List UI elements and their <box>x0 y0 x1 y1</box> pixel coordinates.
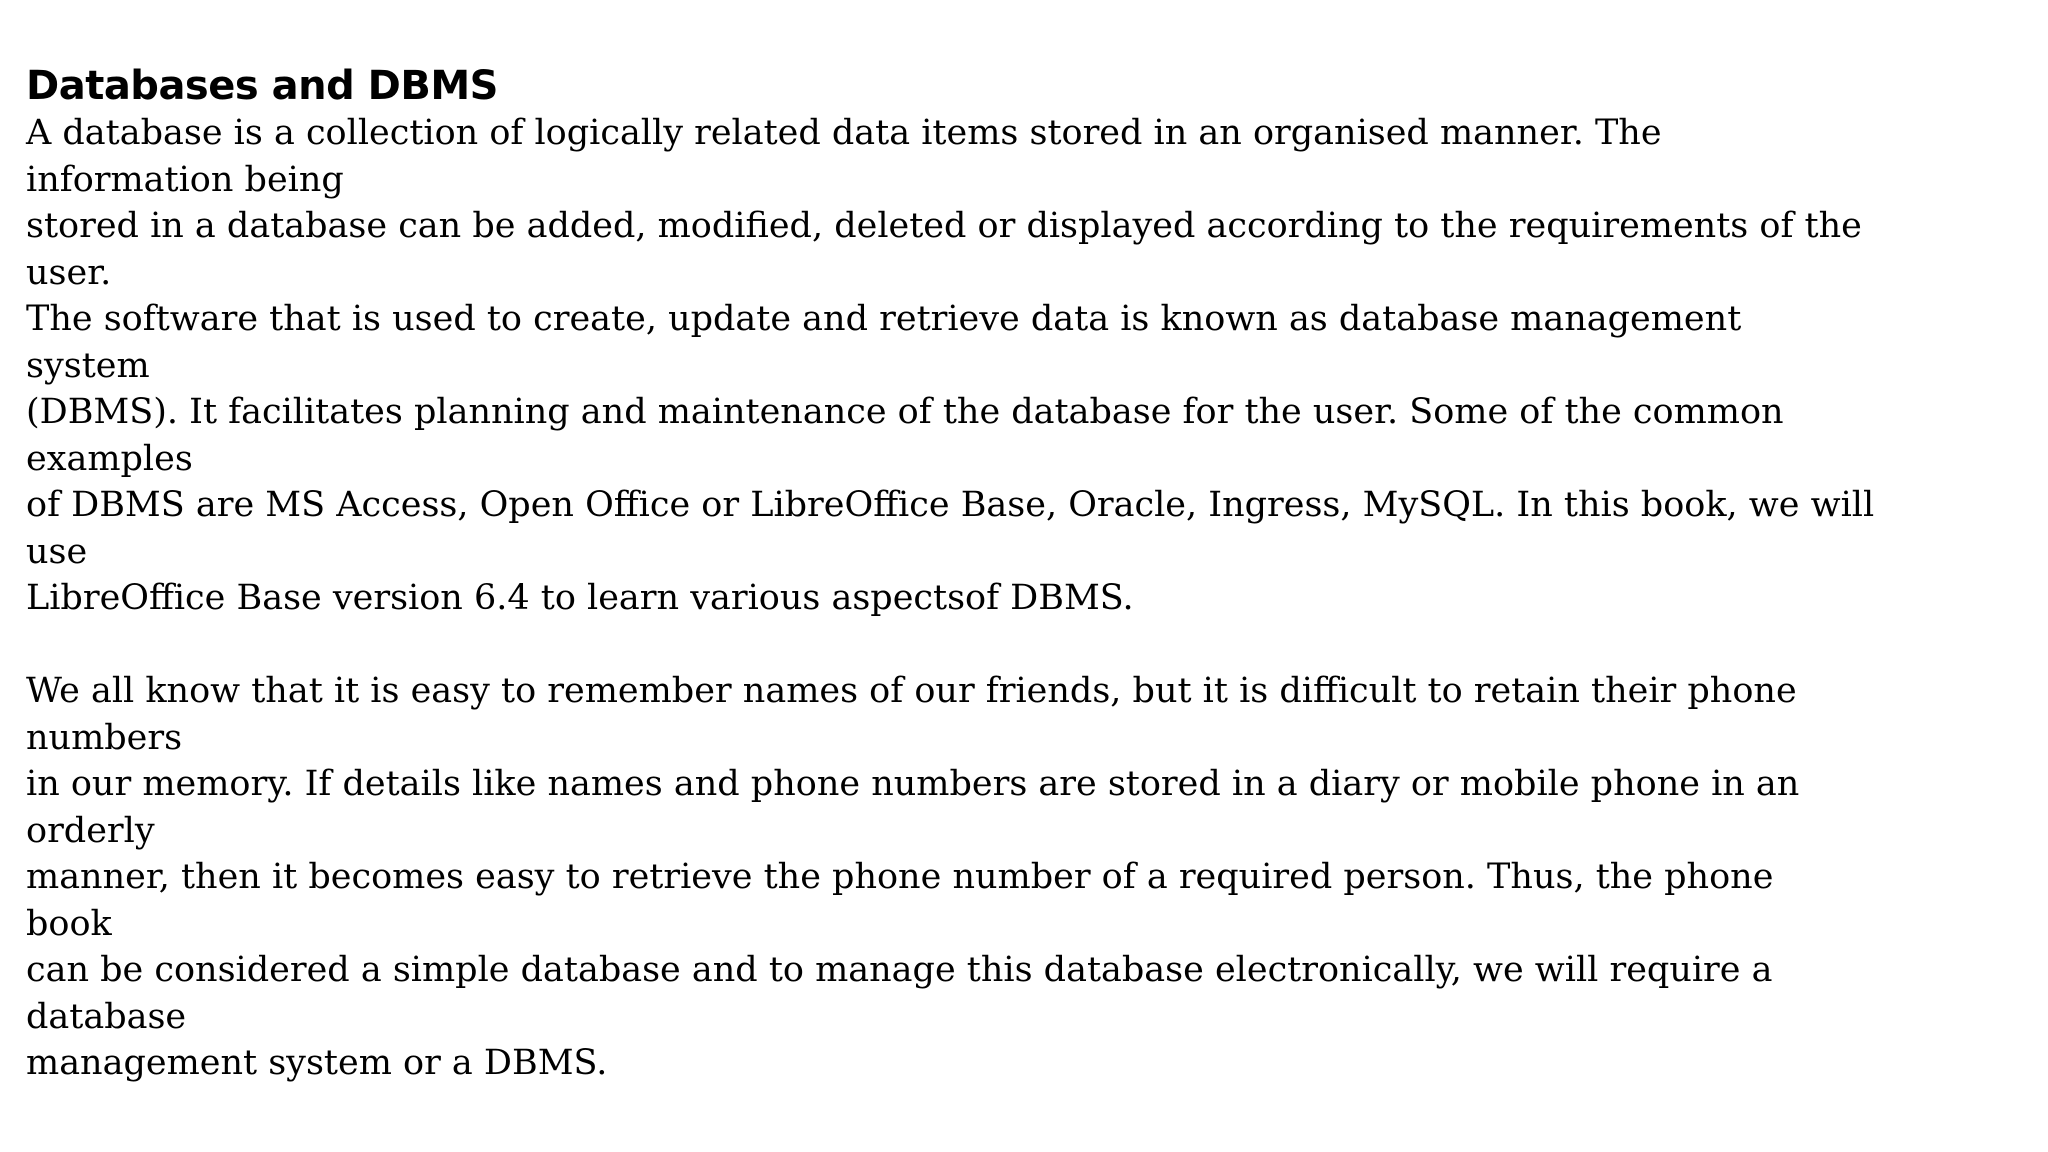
paragraph-spacer <box>26 622 2036 669</box>
text-line: information being <box>26 159 344 200</box>
text-line: management system or a DBMS. <box>26 1043 608 1083</box>
text-line: database <box>26 996 187 1037</box>
paragraph-phone-book-example <box>26 668 2036 1087</box>
text-line: manner, then it becomes easy to retrieve the phone number of a required person. Thus, the phone <box>26 857 1774 897</box>
text-line: in our memory. If details like names and phone numbers are stored in a diary or mobile phone in an <box>26 764 1800 804</box>
text-line: stored in a database can be added, modified, deleted or displayed according to the requirements of the <box>26 206 1862 246</box>
text-line: (DBMS). It facilitates planning and maintenance of the database for the user. Some of the common <box>26 392 1784 432</box>
text-line: numbers <box>26 717 183 758</box>
text-line: user. <box>26 252 112 293</box>
text-line: A database is a collection of logically related data items stored in an organised manner. The <box>26 113 1662 153</box>
text-line: examples <box>26 438 193 479</box>
paragraph-databases-intro <box>26 110 2036 622</box>
text-line: We all know that it is easy to remember names of our friends, but it is difficult to retain their phone <box>26 671 1797 711</box>
text-line: system <box>26 345 150 386</box>
document-title: Databases and DBMS <box>26 63 498 109</box>
text-line: LibreOffice Base version 6.4 to learn various aspectsof DBMS. <box>26 578 1134 618</box>
text-line: orderly <box>26 810 155 851</box>
text-line: of DBMS are MS Access, Open Office or LibreOffice Base, Oracle, Ingress, MySQL. In this book, we will <box>26 485 1875 525</box>
text-line: can be considered a simple database and to manage this database electronically, we will require a <box>26 950 1773 990</box>
text-line: The software that is used to create, update and retrieve data is known as database management <box>26 299 1742 339</box>
text-line: book <box>26 903 112 944</box>
document-body <box>26 62 2036 1087</box>
text-line: use <box>26 531 88 572</box>
